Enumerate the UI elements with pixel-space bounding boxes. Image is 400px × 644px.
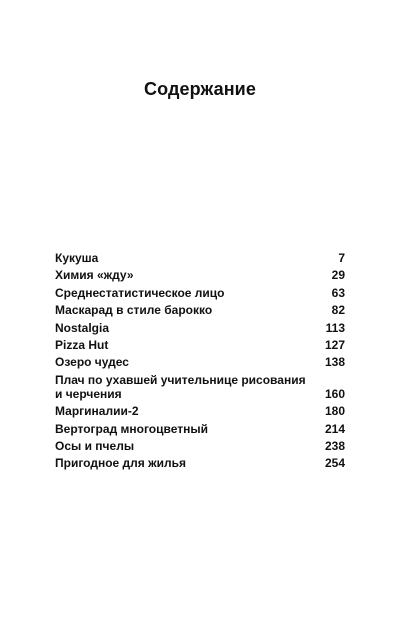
table-of-contents [55,251,345,474]
toc-entry-page: 254 [324,456,345,471]
toc-entry-page: 138 [324,355,345,370]
toc-entry [55,268,345,282]
toc-entry-page: 29 [331,268,345,283]
toc-entry-title: Кукуша [55,251,99,265]
toc-entry-title: Маргиналии-2 [55,404,139,419]
toc-entry [55,251,345,265]
toc-entry [55,338,345,352]
toc-entry [55,373,345,401]
toc-entry-title: Маскарад в стиле барокко [55,303,213,318]
toc-entry [55,439,345,453]
toc-entry-page: 113 [325,320,345,335]
toc-entry [55,404,345,418]
toc-entry-title: Осы и пчелы [55,438,135,453]
toc-entry [55,355,345,369]
toc-entry-page: 160 [324,386,345,401]
toc-entry-page: 127 [324,337,345,352]
toc-entry [55,456,345,470]
toc-entry-title: Среднестатистическое лицо [55,285,225,300]
toc-entry-title: Вертоград многоцветный [55,421,208,436]
toc-entry-page: 82 [331,303,345,318]
page-title: Содержание [144,79,256,99]
toc-entry [55,321,345,335]
toc-entry-page: 63 [331,285,345,300]
toc-entry [55,422,345,436]
toc-entry-page: 214 [324,421,345,436]
toc-entry-page: 180 [324,404,345,419]
toc-entry-title: Химия «жду» [55,268,134,283]
toc-entry-title: Плач по ухавшей учительнице рисования и черчения [55,372,306,401]
toc-entry [55,303,345,317]
toc-entry-page: 7 [338,251,345,265]
toc-entry-title: Pizza Hut [55,337,109,352]
toc-entry-title: Nostalgia [55,320,110,335]
toc-entry-title: Озеро чудес [55,355,129,370]
toc-entry-page: 238 [324,438,345,453]
toc-entry-title: Пригодное для жилья [55,456,187,471]
toc-entry [55,286,345,300]
